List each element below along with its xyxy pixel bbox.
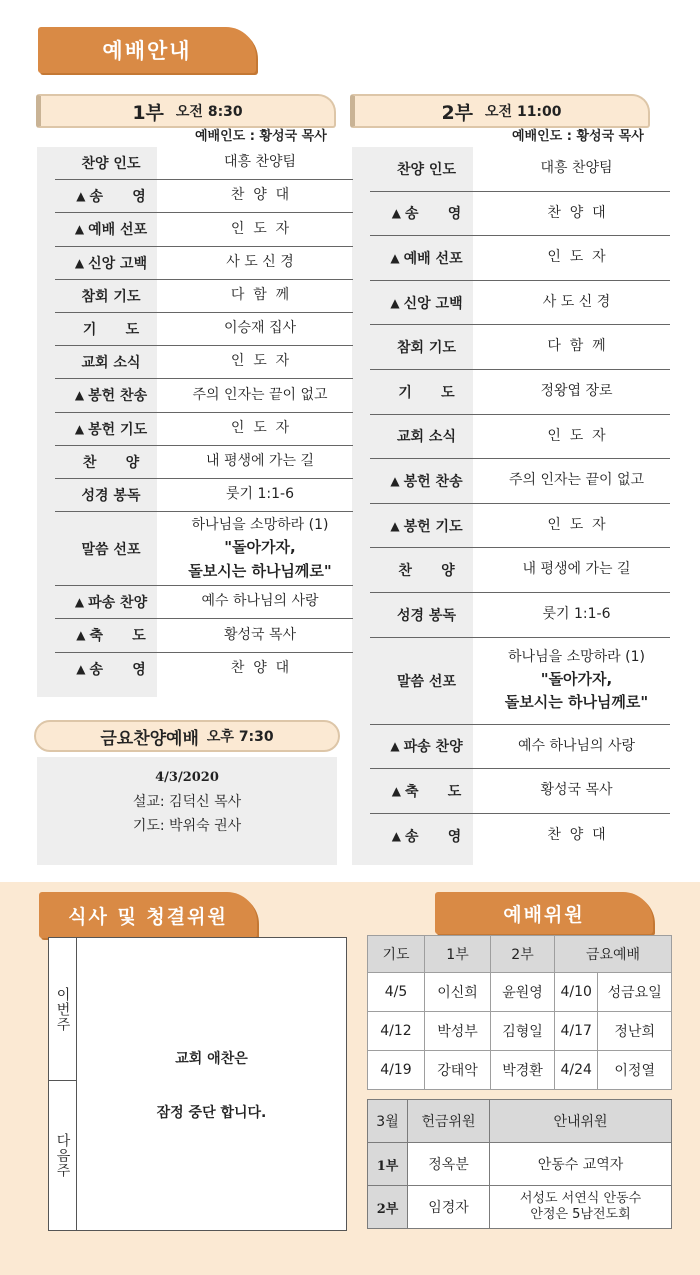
order-row <box>370 459 670 504</box>
order-label-text: 신앙 고백 <box>403 295 463 312</box>
order-value <box>483 647 670 715</box>
triangle-icon: ▲ <box>391 829 401 844</box>
friday-service-header <box>34 720 340 752</box>
committee-row <box>368 973 672 1012</box>
triangle-icon: ▲ <box>391 783 401 798</box>
order-row <box>370 281 670 326</box>
service2-time: 오전 11:00 <box>485 104 562 120</box>
order-value <box>483 292 670 314</box>
offering-row <box>368 1143 672 1186</box>
order-value <box>167 385 353 407</box>
committee-header-service1: 1부 <box>425 936 491 973</box>
offering-row-guide: 안동수 교역자 <box>490 1143 672 1186</box>
committee-row <box>368 1012 672 1051</box>
order-label-text: 파송 찬양 <box>88 595 148 612</box>
committee-cell: 성금요일 <box>598 973 672 1012</box>
order-value <box>483 825 670 847</box>
order-row <box>370 548 670 593</box>
committee-cell: 4/5 <box>368 973 425 1012</box>
order-value <box>483 203 670 225</box>
order-row <box>370 370 670 415</box>
order-row <box>370 325 670 370</box>
order-label <box>370 293 483 313</box>
order-label <box>55 219 167 239</box>
committee-cell: 4/19 <box>368 1051 425 1090</box>
order-row <box>370 593 670 638</box>
order-value <box>483 381 670 403</box>
order-label-text: 송 영 <box>404 829 462 846</box>
order-label-text: 예배 선포 <box>403 250 463 267</box>
worship-info-title: 예배안내 <box>38 27 256 73</box>
order-value <box>483 247 670 269</box>
order-value-text: 황성국 목사 <box>540 782 613 799</box>
committee-header-prayer: 기도 <box>368 936 425 973</box>
committee-cell: 이정열 <box>598 1051 672 1090</box>
friday-service-time: 오후 7:30 <box>206 729 274 745</box>
triangle-icon: ▲ <box>390 295 400 310</box>
order-label-text: 봉헌 기도 <box>403 518 463 535</box>
order-label <box>370 736 483 756</box>
order-row <box>370 725 670 770</box>
friday-preacher: 설교: 김덕신 목사 <box>132 794 242 810</box>
triangle-icon: ▲ <box>74 255 85 270</box>
offering-header-month: 3월 <box>368 1100 408 1143</box>
order-row <box>370 236 670 281</box>
meal-notice-line1: 교회 애찬은 <box>175 1051 248 1067</box>
order-value <box>167 418 353 440</box>
service2-leader: 예배인도 : 황성국 목사 <box>512 129 644 144</box>
offering-row-label: 1부 <box>368 1143 408 1186</box>
offering-guide-line2: 안정은 5남전도회 <box>530 1207 631 1222</box>
order-label-text: 기 도 <box>398 384 455 401</box>
order-value-text: 정왕엽 장로 <box>540 382 613 399</box>
order-row <box>370 814 670 859</box>
triangle-icon: ▲ <box>76 189 86 204</box>
committee-header-service2: 2부 <box>491 936 555 973</box>
order-label <box>370 781 483 801</box>
order-value <box>167 152 353 174</box>
offering-guide-line1: 서성도 서연식 안동수 <box>519 1191 642 1206</box>
order-value-text: 예수 하나님의 사랑 <box>201 593 319 610</box>
order-label-text: 봉헌 찬송 <box>88 388 148 405</box>
offering-table <box>367 1099 672 1229</box>
next-week-label: 다음주 <box>49 1081 77 1230</box>
order-value-text: 대흥 찬양팀 <box>540 159 613 176</box>
order-value-text: 하나님을 소망하라 (1) <box>191 516 329 533</box>
order-row <box>370 638 670 725</box>
order-label <box>55 186 167 206</box>
order-value <box>167 252 353 274</box>
triangle-icon: ▲ <box>76 662 86 677</box>
order-label-text: 교회 소식 <box>81 355 141 372</box>
triangle-icon: ▲ <box>390 473 400 488</box>
order-label <box>55 385 167 405</box>
friday-date: 4/3/2020 <box>155 770 219 785</box>
order-row <box>370 192 670 237</box>
order-value-text: 인 도 자 <box>547 516 606 533</box>
order-value-text: 주의 인자는 끝이 없고 <box>192 386 328 403</box>
order-value-text: 찬 양 대 <box>230 187 290 204</box>
order-label <box>55 352 167 372</box>
order-label-text: 성경 봉독 <box>81 488 141 505</box>
order-label <box>370 159 483 179</box>
order-label <box>55 485 167 505</box>
order-label-text: 찬 양 <box>398 563 455 580</box>
order-label-text: 성경 봉독 <box>397 607 456 624</box>
order-value <box>167 484 353 506</box>
sermon-title-line: "돌아가자, <box>224 538 296 557</box>
order-row <box>55 247 353 280</box>
order-label-text: 예배 선포 <box>88 222 148 239</box>
order-label <box>55 419 167 439</box>
order-value-text: 인 도 자 <box>547 427 606 444</box>
order-value-text: 다 함 께 <box>547 338 606 355</box>
order-row <box>55 213 353 246</box>
order-label <box>55 319 167 339</box>
order-value <box>483 158 670 180</box>
order-value <box>483 426 670 448</box>
order-value-text: 인 도 자 <box>230 353 290 370</box>
order-value-text: 주의 인자는 끝이 없고 <box>508 472 645 489</box>
order-row <box>55 653 353 686</box>
order-value <box>167 515 353 583</box>
order-value <box>483 336 670 358</box>
order-value <box>483 736 670 758</box>
order-label-text: 봉헌 기도 <box>88 421 148 438</box>
committee-row <box>368 1051 672 1090</box>
order-value <box>167 625 353 647</box>
order-value-text: 내 평생에 가는 길 <box>205 453 315 470</box>
order-label <box>55 539 167 559</box>
triangle-icon: ▲ <box>74 388 85 403</box>
order-label-text: 찬양 인도 <box>397 161 456 178</box>
order-value <box>483 559 670 581</box>
order-value-text: 황성국 목사 <box>223 626 297 643</box>
order-value <box>483 780 670 802</box>
meal-notice-line2: 잠정 중단 합니다. <box>156 1105 267 1121</box>
offering-row-label: 2부 <box>368 1186 408 1229</box>
friday-service-details <box>37 757 337 865</box>
order-value <box>167 658 353 680</box>
offering-row <box>368 1186 672 1229</box>
order-value-text: 찬 양 대 <box>547 204 606 221</box>
order-row <box>55 280 353 313</box>
triangle-icon: ▲ <box>391 206 401 221</box>
triangle-icon: ▲ <box>390 518 400 533</box>
triangle-icon: ▲ <box>74 421 85 436</box>
order-value-text: 룻기 1:1-6 <box>542 605 611 622</box>
committee-cell: 4/24 <box>555 1051 598 1090</box>
order-label <box>370 471 483 491</box>
triangle-icon: ▲ <box>390 739 400 754</box>
order-value-text: 하나님을 소망하라 (1) <box>508 648 645 665</box>
service2-label: 2부 <box>441 101 474 124</box>
sermon-title-line: 돌보시는 하나님께로" <box>504 693 649 712</box>
triangle-icon: ▲ <box>74 595 85 610</box>
order-label <box>370 426 483 446</box>
offering-row-guide <box>490 1186 672 1229</box>
order-value <box>167 185 353 207</box>
order-value-text: 찬 양 대 <box>547 827 606 844</box>
order-label <box>370 826 483 846</box>
order-value-text: 사 도 신 경 <box>542 293 611 310</box>
committee-cell: 강태악 <box>425 1051 491 1090</box>
order-row <box>55 379 353 412</box>
committee-cell: 4/10 <box>555 973 598 1012</box>
friday-service-title: 금요찬양예배 <box>100 728 199 749</box>
meal-committee-box <box>48 937 347 1231</box>
committee-cell: 정난희 <box>598 1012 672 1051</box>
order-label <box>55 592 167 612</box>
service1-header <box>36 94 336 128</box>
order-value <box>167 285 353 307</box>
sermon-title-line: "돌아가자, <box>540 670 613 689</box>
order-label-text: 신앙 고백 <box>88 255 148 272</box>
order-row <box>55 446 353 479</box>
committee-header-friday: 금요예배 <box>555 936 672 973</box>
service1-time: 오전 8:30 <box>175 104 243 120</box>
order-label <box>370 382 483 402</box>
order-value <box>167 318 353 340</box>
order-row <box>55 147 353 180</box>
order-label <box>370 203 483 223</box>
committee-cell: 이신희 <box>425 973 491 1012</box>
committee-cell: 4/12 <box>368 1012 425 1051</box>
order-row <box>55 619 353 652</box>
worship-committee-table <box>367 935 672 1090</box>
order-value <box>167 351 353 373</box>
order-value <box>167 591 353 613</box>
order-value <box>483 604 670 626</box>
order-label-text: 축 도 <box>89 628 146 645</box>
order-row <box>370 769 670 814</box>
order-row <box>55 313 353 346</box>
order-row <box>55 479 353 512</box>
meal-committee-title: 식사 및 청결위원 <box>39 892 257 938</box>
order-value-text: 예수 하나님의 사랑 <box>517 737 636 754</box>
offering-header-guide: 안내위원 <box>490 1100 672 1143</box>
committee-cell: 김형일 <box>491 1012 555 1051</box>
order-value-text: 인 도 자 <box>547 249 606 266</box>
order-row <box>55 346 353 379</box>
worship-committee-title: 예배위원 <box>435 892 653 934</box>
order-label-text: 참회 기도 <box>397 340 456 357</box>
order-value-text: 다 함 께 <box>230 287 290 304</box>
order-row <box>55 512 353 586</box>
service1-label: 1부 <box>132 101 164 124</box>
order-label <box>370 516 483 536</box>
order-label-text: 참회 기도 <box>81 288 141 305</box>
order-value-text: 대흥 찬양팀 <box>223 154 297 171</box>
committee-cell: 윤원영 <box>491 973 555 1012</box>
order-label-text: 송 영 <box>404 206 462 223</box>
order-label-text: 찬양 인도 <box>81 156 141 173</box>
order-value <box>483 470 670 492</box>
order-label-text: 교회 소식 <box>397 429 456 446</box>
order-label <box>370 671 483 691</box>
order-label <box>55 153 167 173</box>
triangle-icon: ▲ <box>74 222 85 237</box>
order-label-text: 찬 양 <box>82 454 140 471</box>
triangle-icon: ▲ <box>76 628 86 643</box>
order-label-text: 말씀 선포 <box>81 541 141 558</box>
order-value <box>483 515 670 537</box>
order-label-text: 송 영 <box>89 189 146 206</box>
order-value-text: 인 도 자 <box>230 220 290 237</box>
order-row <box>55 413 353 446</box>
order-value <box>167 451 353 473</box>
order-row <box>55 586 353 619</box>
triangle-icon: ▲ <box>390 250 400 265</box>
service1-leader: 예배인도 : 황성국 목사 <box>195 129 327 144</box>
order-value <box>167 219 353 241</box>
order-row <box>370 415 670 460</box>
order-value-text: 룻기 1:1-6 <box>226 486 294 503</box>
order-label <box>55 625 167 645</box>
offering-row-offering: 임경자 <box>408 1186 490 1229</box>
order-value-text: 내 평생에 가는 길 <box>522 561 631 578</box>
order-label <box>370 248 483 268</box>
order-label-text: 봉헌 찬송 <box>403 473 463 490</box>
order-row <box>370 147 670 192</box>
order-value-text: 사 도 신 경 <box>226 253 294 270</box>
order-label <box>55 659 167 679</box>
committee-cell: 4/17 <box>555 1012 598 1051</box>
sermon-title-line: 돌보시는 하나님께로" <box>188 561 332 580</box>
offering-row-offering: 정옥분 <box>408 1143 490 1186</box>
order-value-text: 찬 양 대 <box>230 660 290 677</box>
order-label-text: 기 도 <box>82 322 140 339</box>
order-row <box>370 504 670 549</box>
order-label-text: 말씀 선포 <box>397 673 456 690</box>
friday-prayer: 기도: 박위숙 권사 <box>132 818 242 834</box>
order-value-text: 이승재 집사 <box>223 320 297 337</box>
committee-cell: 박경환 <box>491 1051 555 1090</box>
order-label-text: 파송 찬양 <box>403 739 463 756</box>
order-row <box>55 180 353 213</box>
order-label <box>55 452 167 472</box>
service2-header <box>350 94 650 128</box>
order-label <box>55 253 167 273</box>
order-label <box>370 605 483 625</box>
order-label-text: 송 영 <box>89 662 146 679</box>
order-label <box>55 286 167 306</box>
order-label-text: 축 도 <box>404 783 462 800</box>
offering-header-offering: 헌금위원 <box>408 1100 490 1143</box>
order-value-text: 인 도 자 <box>230 419 290 436</box>
committee-cell: 박성부 <box>425 1012 491 1051</box>
order-label <box>370 337 483 357</box>
this-week-label: 이번주 <box>49 938 77 1081</box>
order-label <box>370 560 483 580</box>
